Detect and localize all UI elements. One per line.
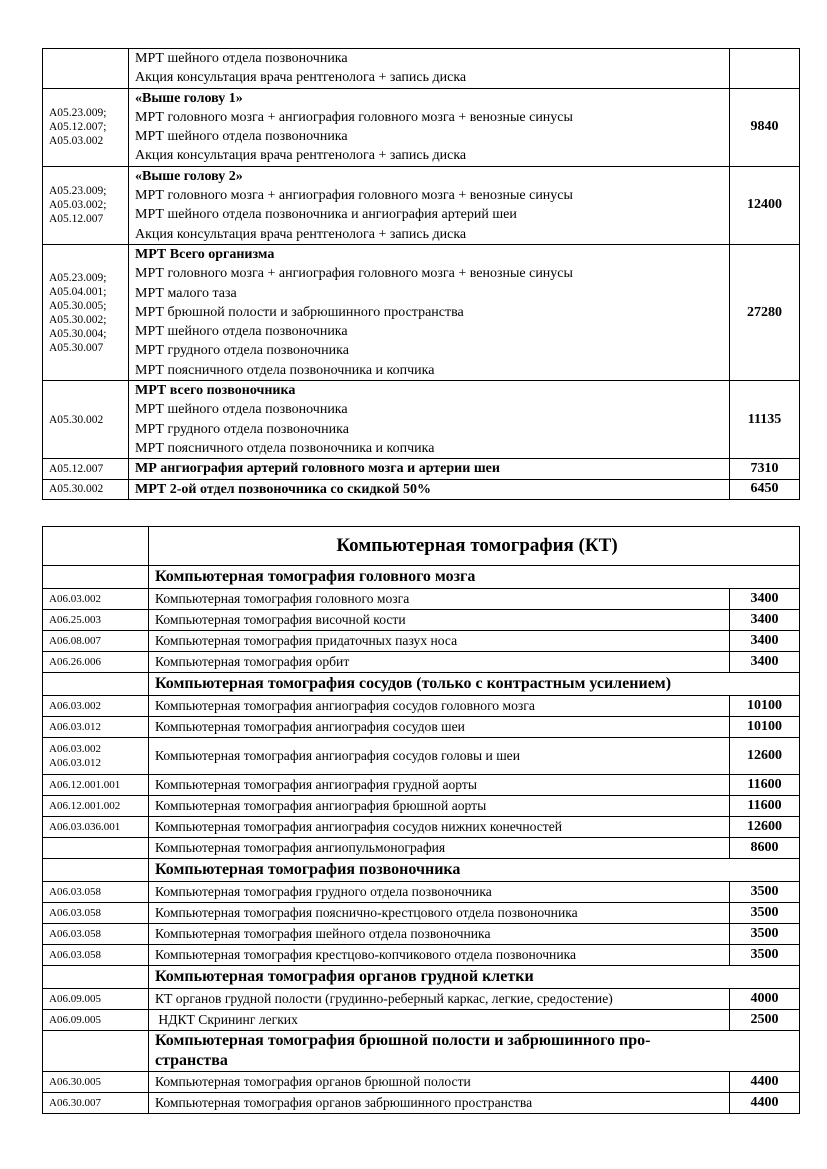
price-cell: 8600	[730, 838, 800, 859]
service-line: МРТ шейного отдела позвоночника и ангиография артерий шеи	[135, 207, 517, 223]
table-row	[43, 717, 800, 738]
service-title: МРТ всего позвоночника	[135, 383, 296, 399]
mrt-price-table	[42, 48, 800, 500]
section-code-cell	[43, 966, 149, 989]
service-name: Компьютерная томография крестцово-копчикового отдела позвоночника	[149, 945, 730, 966]
price-cell: 11600	[730, 796, 800, 817]
service-code: A05.30.002;	[49, 313, 107, 326]
section-heading: Компьютерная томография органов грудной клетки	[149, 966, 800, 989]
service-title: МР ангиография артерий головного мозга и артерии шеи	[135, 461, 500, 477]
service-line: МРТ шейного отдела позвоночника	[135, 402, 348, 418]
section-code-cell	[43, 566, 149, 589]
service-code: A06.03.012	[49, 757, 101, 769]
service-code: A06.12.001.001	[49, 779, 121, 791]
service-title: МРТ 2-ой отдел позвоночника со скидкой 50%	[135, 481, 431, 497]
section-code-cell	[43, 673, 149, 696]
price-cell: 3500	[730, 924, 800, 945]
service-name: Компьютерная томография органов забрюшинного пространства	[149, 1093, 730, 1114]
table-row	[43, 989, 800, 1010]
service-code: A06.08.007	[49, 635, 101, 647]
price-cell: 7310	[730, 459, 800, 479]
service-cell	[129, 381, 730, 459]
code-cell	[43, 989, 149, 1010]
service-code: A05.04.001;	[49, 285, 107, 298]
code-cell	[43, 631, 149, 652]
section-row	[43, 673, 800, 696]
service-code: A05.12.007	[49, 462, 104, 475]
table-row	[43, 479, 800, 499]
service-line: Акция консультация врача рентгенолога + запись диска	[135, 70, 467, 86]
service-code: A06.03.002	[49, 743, 101, 755]
code-cell	[43, 717, 149, 738]
code-cell	[43, 49, 129, 89]
section-row	[43, 859, 800, 882]
service-title: «Выше голову 1»	[135, 90, 243, 106]
service-code: A05.23.009;	[49, 185, 107, 198]
service-line: МРТ грудного отдела позвоночника	[135, 343, 349, 359]
service-cell	[129, 459, 730, 479]
table-row	[43, 49, 800, 89]
price-cell: 11135	[730, 381, 800, 459]
service-cell	[129, 88, 730, 166]
table-row	[43, 88, 800, 166]
code-cell	[43, 610, 149, 631]
service-code: A06.26.006	[49, 656, 101, 668]
section-code-cell	[43, 1031, 149, 1072]
table-row	[43, 652, 800, 673]
section-heading: Компьютерная томография позвоночника	[149, 859, 800, 882]
service-line: МРТ брюшной полости и забрюшинного пространства	[135, 304, 464, 320]
service-code: A06.03.058	[49, 907, 101, 919]
code-cell	[43, 652, 149, 673]
price-cell: 3400	[730, 652, 800, 673]
service-name: Компьютерная томография ангиопульмонография	[149, 838, 730, 859]
table-row	[43, 631, 800, 652]
price-cell: 4400	[730, 1072, 800, 1093]
service-title: МРТ Всего организма	[135, 246, 275, 262]
service-line: МРТ головного мозга + ангиография головного мозга + венозные синусы	[135, 109, 573, 125]
service-code: A06.09.005	[49, 993, 101, 1005]
price-cell: 3500	[730, 882, 800, 903]
price-cell: 3500	[730, 903, 800, 924]
code-cell	[43, 738, 149, 775]
section-row	[43, 1031, 800, 1072]
kt-price-table	[42, 526, 800, 1114]
price-cell: 12600	[730, 738, 800, 775]
price-cell: 12400	[730, 166, 800, 244]
price-cell: 4000	[730, 989, 800, 1010]
table-row	[43, 796, 800, 817]
service-code: A05.30.007	[49, 341, 104, 354]
table-row	[43, 459, 800, 479]
service-code: A06.03.002	[49, 593, 101, 605]
service-line: Акция консультация врача рентгенолога + запись диска	[135, 148, 467, 164]
service-name: КТ органов грудной полости (грудинно-реберный каркас, легкие, средостение)	[149, 989, 730, 1010]
code-cell	[43, 244, 129, 380]
code-cell	[43, 1093, 149, 1114]
service-name: НДКТ Скрининг легких	[149, 1010, 730, 1031]
price-cell: 10100	[730, 696, 800, 717]
table-row	[43, 882, 800, 903]
kt-title-code-cell	[43, 527, 149, 566]
code-cell	[43, 459, 129, 479]
service-line: МРТ поясничного отдела позвоночника и копчика	[135, 362, 435, 378]
service-name: Компьютерная томография пояснично-крестцового отдела позвоночника	[149, 903, 730, 924]
table-row	[43, 166, 800, 244]
service-code: A05.03.002	[49, 135, 104, 148]
service-code: A06.09.005	[49, 1014, 101, 1026]
code-cell	[43, 1010, 149, 1031]
service-cell	[129, 244, 730, 380]
service-code: A05.30.002	[49, 483, 104, 496]
section-row	[43, 566, 800, 589]
service-name: Компьютерная томография височной кости	[149, 610, 730, 631]
code-cell	[43, 1072, 149, 1093]
service-code: A06.03.002	[49, 700, 101, 712]
section-heading: Компьютерная томография сосудов (только с контрастным усилением)	[149, 673, 800, 696]
service-code: A05.03.002;	[49, 199, 107, 212]
service-code: A06.03.058	[49, 928, 101, 940]
code-cell	[43, 903, 149, 924]
service-code: A06.12.001.002	[49, 800, 121, 812]
code-cell	[43, 775, 149, 796]
service-code: A05.30.004;	[49, 327, 107, 340]
service-code: A05.30.005;	[49, 299, 107, 312]
section-code-cell	[43, 859, 149, 882]
table-row	[43, 696, 800, 717]
service-code: A05.23.009;	[49, 107, 107, 120]
service-line: МРТ шейного отдела позвоночника	[135, 51, 348, 66]
service-name: Компьютерная томография ангиография сосудов шеи	[149, 717, 730, 738]
table-row	[43, 945, 800, 966]
table-row	[43, 817, 800, 838]
price-cell: 4400	[730, 1093, 800, 1114]
service-line: МРТ поясничного отдела позвоночника и копчика	[135, 440, 435, 456]
price-cell: 3400	[730, 589, 800, 610]
kt-title: Компьютерная томография (КТ)	[149, 527, 800, 566]
code-cell	[43, 696, 149, 717]
service-line: МРТ шейного отдела позвоночника	[135, 324, 348, 340]
service-code: A06.30.005	[49, 1076, 101, 1088]
service-code: A06.03.036.001	[49, 821, 121, 833]
service-code: A06.25.003	[49, 614, 101, 626]
service-name: Компьютерная томография органов брюшной полости	[149, 1072, 730, 1093]
price-cell: 3500	[730, 945, 800, 966]
service-name: Компьютерная томография ангиография брюшной аорты	[149, 796, 730, 817]
price-cell: 27280	[730, 244, 800, 380]
table-row	[43, 924, 800, 945]
table-row	[43, 1010, 800, 1031]
code-cell	[43, 924, 149, 945]
code-cell	[43, 88, 129, 166]
code-cell	[43, 166, 129, 244]
code-cell	[43, 945, 149, 966]
section-heading: Компьютерная томография головного мозга	[149, 566, 800, 589]
code-cell	[43, 479, 129, 499]
service-name: Компьютерная томография ангиография сосудов головного мозга	[149, 696, 730, 717]
table-row	[43, 381, 800, 459]
table-row	[43, 589, 800, 610]
service-name: Компьютерная томография ангиография сосудов нижних конечностей	[149, 817, 730, 838]
price-cell: 12600	[730, 817, 800, 838]
service-code: A05.12.007;	[49, 121, 107, 134]
price-cell: 3400	[730, 610, 800, 631]
service-code: A05.12.007	[49, 213, 104, 226]
price-cell: 11600	[730, 775, 800, 796]
table-row	[43, 610, 800, 631]
code-cell	[43, 817, 149, 838]
code-cell	[43, 381, 129, 459]
code-cell	[43, 838, 149, 859]
price-cell: 9840	[730, 88, 800, 166]
price-cell: 3400	[730, 631, 800, 652]
service-cell	[129, 479, 730, 499]
service-code: A06.03.058	[49, 886, 101, 898]
service-cell	[129, 166, 730, 244]
table-row	[43, 244, 800, 380]
service-name: Компьютерная томография ангиография сосудов головы и шеи	[149, 738, 730, 775]
code-cell	[43, 589, 149, 610]
service-name: Компьютерная томография орбит	[149, 652, 730, 673]
service-line: МРТ грудного отдела позвоночника	[135, 421, 349, 437]
service-line: Акция консультация врача рентгенолога + запись диска	[135, 226, 467, 242]
service-line: МРТ головного мозга + ангиография головного мозга + венозные синусы	[135, 266, 573, 282]
table-row	[43, 775, 800, 796]
price-cell: 6450	[730, 479, 800, 499]
price-cell: 10100	[730, 717, 800, 738]
service-line: МРТ шейного отдела позвоночника	[135, 129, 348, 145]
service-name: Компьютерная томография ангиография грудной аорты	[149, 775, 730, 796]
price-cell	[730, 49, 800, 89]
service-code: A05.23.009;	[49, 271, 107, 284]
code-cell	[43, 796, 149, 817]
service-name: Компьютерная томография головного мозга	[149, 589, 730, 610]
table-row	[43, 903, 800, 924]
service-code: A06.03.012	[49, 721, 101, 733]
table-row	[43, 1072, 800, 1093]
service-line: МРТ головного мозга + ангиография головного мозга + венозные синусы	[135, 188, 573, 204]
service-cell	[129, 49, 730, 89]
service-line: МРТ малого таза	[135, 285, 237, 301]
section-heading: Компьютерная томография брюшной полости и забрюшинного про- странства	[149, 1031, 800, 1072]
service-name: Компьютерная томография шейного отдела позвоночника	[149, 924, 730, 945]
table-row	[43, 738, 800, 775]
service-title: «Выше голову 2»	[135, 168, 243, 184]
service-name: Компьютерная томография придаточных пазух носа	[149, 631, 730, 652]
service-code: A06.30.007	[49, 1097, 101, 1109]
code-cell	[43, 882, 149, 903]
price-cell: 2500	[730, 1010, 800, 1031]
service-code: A05.30.002	[49, 413, 104, 426]
section-row	[43, 966, 800, 989]
service-name: Компьютерная томография грудного отдела позвоночника	[149, 882, 730, 903]
table-row	[43, 1093, 800, 1114]
service-code: A06.03.058	[49, 949, 101, 961]
table-row	[43, 838, 800, 859]
